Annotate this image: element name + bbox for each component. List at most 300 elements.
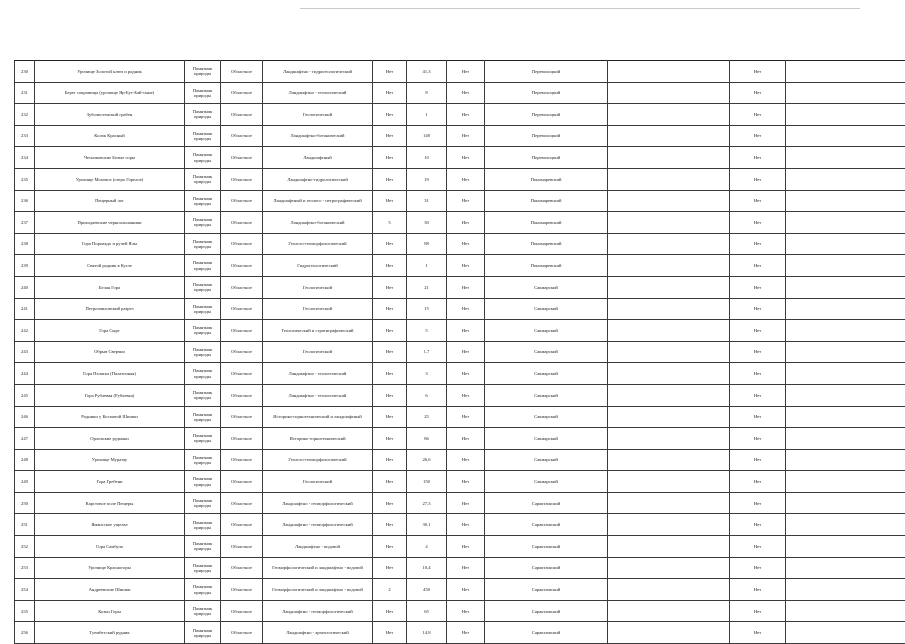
protection-zone-cell: 2 — [373, 579, 407, 601]
category-cell: Памятник природы — [185, 341, 221, 363]
area-cell: 4 — [407, 536, 447, 558]
profile-cell: Геоморфологический и ландшафтно - водовой — [263, 557, 373, 579]
empty-cell — [608, 406, 730, 428]
protection-zone-cell: Нет — [373, 536, 407, 558]
status-cell: Нет — [730, 471, 786, 493]
empty-cell — [608, 298, 730, 320]
protection-zone-cell: Нет — [373, 471, 407, 493]
profile-cell: Ландшафтный и геолого - петрографический — [263, 190, 373, 212]
empty-cell — [786, 212, 905, 234]
significance-cell: Областное — [221, 363, 263, 385]
empty-cell — [786, 557, 905, 579]
table-row — [15, 82, 905, 104]
empty-cell — [786, 363, 905, 385]
protection-zone-cell: Нет — [373, 320, 407, 342]
empty-cell — [608, 600, 730, 622]
empty-cell — [608, 147, 730, 169]
significance-cell: Областное — [221, 82, 263, 104]
category-cell: Памятник природы — [185, 212, 221, 234]
status-cell: Нет — [730, 363, 786, 385]
significance-cell: Областное — [221, 190, 263, 212]
flag-cell: Нет — [447, 255, 485, 277]
district-cell: Пономаревский — [485, 190, 608, 212]
site-name-cell: Пещерный лог — [35, 190, 185, 212]
table-row — [15, 61, 905, 83]
empty-cell — [608, 255, 730, 277]
site-name-cell: Урочище Золотой ключ и родник — [35, 61, 185, 83]
empty-cell — [786, 600, 905, 622]
empty-cell — [608, 125, 730, 147]
profile-cell: Геологический — [263, 276, 373, 298]
status-cell: Нет — [730, 514, 786, 536]
flag-cell: Нет — [447, 104, 485, 126]
protection-zone-cell: Нет — [373, 125, 407, 147]
district-cell: Саракташский — [485, 536, 608, 558]
status-cell: Нет — [730, 233, 786, 255]
row-number-cell: 230 — [15, 61, 35, 83]
profile-cell: Ландшафтно - геологический — [263, 363, 373, 385]
table-row — [15, 190, 905, 212]
empty-cell — [608, 428, 730, 450]
site-name-cell: Гора Рублевая (Рублевка) — [35, 384, 185, 406]
significance-cell: Областное — [221, 276, 263, 298]
area-cell: 6 — [407, 384, 447, 406]
empty-cell — [786, 147, 905, 169]
significance-cell: Областное — [221, 492, 263, 514]
protection-zone-cell: Нет — [373, 449, 407, 471]
flag-cell: Нет — [447, 557, 485, 579]
site-name-cell: Урочище Красногоры — [35, 557, 185, 579]
table-row — [15, 276, 905, 298]
area-cell: 8 — [407, 82, 447, 104]
significance-cell: Областное — [221, 384, 263, 406]
site-name-cell: Урочище Моховое (озеро Горелое) — [35, 168, 185, 190]
flag-cell: Нет — [447, 212, 485, 234]
flag-cell: Нет — [447, 536, 485, 558]
area-cell: 3 — [407, 363, 447, 385]
category-cell: Памятник природы — [185, 514, 221, 536]
table-row — [15, 492, 905, 514]
area-cell: 15 — [407, 298, 447, 320]
profile-cell: Геологический — [263, 471, 373, 493]
row-number-cell: 242 — [15, 320, 35, 342]
protection-zone-cell: Нет — [373, 147, 407, 169]
empty-cell — [786, 61, 905, 83]
table-row — [15, 428, 905, 450]
area-cell: 21 — [407, 276, 447, 298]
district-cell: Сакмарский — [485, 298, 608, 320]
table-row — [15, 557, 905, 579]
empty-cell — [786, 579, 905, 601]
empty-cell — [786, 233, 905, 255]
district-cell: Сакмарский — [485, 471, 608, 493]
empty-cell — [786, 298, 905, 320]
profile-cell: Ландшафтно - геологический — [263, 82, 373, 104]
table-row — [15, 471, 905, 493]
district-cell: Переволоцкий — [485, 61, 608, 83]
significance-cell: Областное — [221, 536, 263, 558]
category-cell: Памятник природы — [185, 471, 221, 493]
status-cell: Нет — [730, 384, 786, 406]
category-cell: Памятник природы — [185, 255, 221, 277]
district-cell: Пономаревский — [485, 233, 608, 255]
district-cell: Саракташский — [485, 492, 608, 514]
area-cell: 450 — [407, 579, 447, 601]
empty-cell — [608, 471, 730, 493]
status-cell: Нет — [730, 168, 786, 190]
empty-cell — [608, 104, 730, 126]
site-name-cell: Святой родник в Кугле — [35, 255, 185, 277]
significance-cell: Областное — [221, 557, 263, 579]
protection-zone-cell: Нет — [373, 255, 407, 277]
flag-cell: Нет — [447, 190, 485, 212]
status-cell: Нет — [730, 536, 786, 558]
protection-zone-cell: Нет — [373, 61, 407, 83]
protection-zone-cell: Нет — [373, 363, 407, 385]
flag-cell: Нет — [447, 233, 485, 255]
significance-cell: Областное — [221, 471, 263, 493]
significance-cell: Областное — [221, 622, 263, 644]
row-number-cell: 232 — [15, 104, 35, 126]
row-number-cell: 252 — [15, 536, 35, 558]
protection-zone-cell: Нет — [373, 233, 407, 255]
district-cell: Переволоцкий — [485, 147, 608, 169]
flag-cell: Нет — [447, 341, 485, 363]
category-cell: Памятник природы — [185, 492, 221, 514]
profile-cell: Геолого-геоморфологический — [263, 449, 373, 471]
empty-cell — [608, 622, 730, 644]
table-row — [15, 449, 905, 471]
flag-cell: Нет — [447, 320, 485, 342]
significance-cell: Областное — [221, 341, 263, 363]
protection-zone-cell: 5 — [373, 212, 407, 234]
protection-zone-cell: Нет — [373, 276, 407, 298]
table-row — [15, 622, 905, 644]
site-name-cell: Белая Гора — [35, 276, 185, 298]
flag-cell: Нет — [447, 384, 485, 406]
table-row — [15, 363, 905, 385]
empty-cell — [786, 406, 905, 428]
profile-cell: Ландшафтно - геоморфологический — [263, 514, 373, 536]
row-number-cell: 256 — [15, 622, 35, 644]
profile-cell: Геоморфологический и ландшафтно - водовой — [263, 579, 373, 601]
flag-cell: Нет — [447, 600, 485, 622]
profile-cell: Ландшафтный — [263, 147, 373, 169]
profile-cell: Геологический — [263, 104, 373, 126]
site-name-cell: Чесноковские Белые горы — [35, 147, 185, 169]
district-cell: Пономаревский — [485, 168, 608, 190]
flag-cell: Нет — [447, 449, 485, 471]
significance-cell: Областное — [221, 428, 263, 450]
empty-cell — [786, 125, 905, 147]
site-name-cell: Приходаевские черноольшаники — [35, 212, 185, 234]
site-name-cell: Колок Красный — [35, 125, 185, 147]
table-row — [15, 298, 905, 320]
category-cell: Памятник природы — [185, 600, 221, 622]
area-cell: 30 — [407, 212, 447, 234]
empty-cell — [786, 622, 905, 644]
category-cell: Памятник природы — [185, 276, 221, 298]
area-cell: 19 — [407, 168, 447, 190]
flag-cell: Нет — [447, 298, 485, 320]
area-cell: 30,1 — [407, 514, 447, 536]
status-cell: Нет — [730, 147, 786, 169]
category-cell: Памятник природы — [185, 536, 221, 558]
status-cell: Нет — [730, 557, 786, 579]
protection-zone-cell: Нет — [373, 298, 407, 320]
row-number-cell: 238 — [15, 233, 35, 255]
row-number-cell: 247 — [15, 428, 35, 450]
empty-cell — [608, 190, 730, 212]
table-row — [15, 579, 905, 601]
site-name-cell: Карстовое поле Пещеры — [35, 492, 185, 514]
flag-cell: Нет — [447, 168, 485, 190]
significance-cell: Областное — [221, 104, 263, 126]
category-cell: Памятник природы — [185, 406, 221, 428]
empty-cell — [786, 471, 905, 493]
table-row — [15, 320, 905, 342]
empty-cell — [608, 82, 730, 104]
empty-cell — [786, 168, 905, 190]
significance-cell: Областное — [221, 255, 263, 277]
status-cell: Нет — [730, 320, 786, 342]
area-cell: 65 — [407, 600, 447, 622]
flag-cell: Нет — [447, 622, 485, 644]
empty-cell — [786, 341, 905, 363]
row-number-cell: 237 — [15, 212, 35, 234]
empty-cell — [786, 82, 905, 104]
row-number-cell: 233 — [15, 125, 35, 147]
district-cell: Саракташский — [485, 622, 608, 644]
protection-zone-cell: Нет — [373, 514, 407, 536]
flag-cell: Нет — [447, 492, 485, 514]
row-number-cell: 254 — [15, 579, 35, 601]
profile-cell: Историко-горнотехнический — [263, 428, 373, 450]
status-cell: Нет — [730, 276, 786, 298]
significance-cell: Областное — [221, 168, 263, 190]
profile-cell: Ландшафтно - гидрогеологический — [263, 61, 373, 83]
profile-cell: Историко-горнотехнический и ландшафтный — [263, 406, 373, 428]
empty-cell — [786, 255, 905, 277]
flag-cell: Нет — [447, 147, 485, 169]
protection-zone-cell: Нет — [373, 82, 407, 104]
significance-cell: Областное — [221, 233, 263, 255]
site-name-cell: Петропавловский разрез — [35, 298, 185, 320]
area-cell: 26,6 — [407, 449, 447, 471]
area-cell: 150 — [407, 471, 447, 493]
empty-cell — [608, 557, 730, 579]
profile-cell: Геологический — [263, 298, 373, 320]
protection-zone-cell: Нет — [373, 341, 407, 363]
row-number-cell: 241 — [15, 298, 35, 320]
area-cell: 86 — [407, 428, 447, 450]
district-cell: Пономаревский — [485, 212, 608, 234]
category-cell: Памятник природы — [185, 298, 221, 320]
status-cell: Нет — [730, 406, 786, 428]
empty-cell — [608, 384, 730, 406]
category-cell: Памятник природы — [185, 363, 221, 385]
empty-cell — [608, 341, 730, 363]
status-cell: Нет — [730, 255, 786, 277]
table-row — [15, 600, 905, 622]
significance-cell: Областное — [221, 212, 263, 234]
site-name-cell: Гора Палатка (Палаточная) — [35, 363, 185, 385]
flag-cell: Нет — [447, 406, 485, 428]
empty-cell — [786, 104, 905, 126]
status-cell: Нет — [730, 125, 786, 147]
empty-cell — [608, 449, 730, 471]
empty-cell — [608, 320, 730, 342]
profile-cell: Ландшафтно-ботанический — [263, 125, 373, 147]
flag-cell: Нет — [447, 363, 485, 385]
significance-cell: Областное — [221, 147, 263, 169]
empty-cell — [786, 428, 905, 450]
table-row — [15, 125, 905, 147]
site-name-cell: Козьи Горы — [35, 600, 185, 622]
significance-cell: Областное — [221, 298, 263, 320]
significance-cell: Областное — [221, 600, 263, 622]
protection-zone-cell: Нет — [373, 168, 407, 190]
protection-zone-cell: Нет — [373, 104, 407, 126]
area-cell: 41,3 — [407, 61, 447, 83]
district-cell: Саракташский — [485, 579, 608, 601]
row-number-cell: 255 — [15, 600, 35, 622]
significance-cell: Областное — [221, 406, 263, 428]
status-cell: Нет — [730, 104, 786, 126]
row-number-cell: 231 — [15, 82, 35, 104]
profile-cell: Ландшафтно - геоморфологический — [263, 492, 373, 514]
area-cell: 5 — [407, 320, 447, 342]
table-row — [15, 212, 905, 234]
category-cell: Памятник природы — [185, 168, 221, 190]
site-name-cell: Гора Гребени — [35, 471, 185, 493]
protection-zone-cell: Нет — [373, 406, 407, 428]
category-cell: Памятник природы — [185, 61, 221, 83]
category-cell: Памятник природы — [185, 125, 221, 147]
protection-zone-cell: Нет — [373, 428, 407, 450]
status-cell: Нет — [730, 61, 786, 83]
empty-cell — [786, 190, 905, 212]
table-row — [15, 104, 905, 126]
category-cell: Памятник природы — [185, 233, 221, 255]
empty-cell — [608, 168, 730, 190]
row-number-cell: 245 — [15, 384, 35, 406]
table-row — [15, 406, 905, 428]
site-name-cell: Орловские рудники — [35, 428, 185, 450]
category-cell: Памятник природы — [185, 579, 221, 601]
category-cell: Памятник природы — [185, 104, 221, 126]
row-number-cell: 243 — [15, 341, 35, 363]
protection-zone-cell: Нет — [373, 492, 407, 514]
protection-zone-cell: Нет — [373, 190, 407, 212]
profile-cell: Ландшафтно - геологический — [263, 384, 373, 406]
status-cell: Нет — [730, 579, 786, 601]
category-cell: Памятник природы — [185, 82, 221, 104]
status-cell: Нет — [730, 600, 786, 622]
area-cell: 1,7 — [407, 341, 447, 363]
empty-cell — [786, 514, 905, 536]
table-row — [15, 168, 905, 190]
table-body — [15, 61, 905, 644]
category-cell: Памятник природы — [185, 622, 221, 644]
table-row — [15, 514, 905, 536]
district-cell: Сакмарский — [485, 428, 608, 450]
row-number-cell: 240 — [15, 276, 35, 298]
area-cell: 1 — [407, 104, 447, 126]
status-cell: Нет — [730, 492, 786, 514]
category-cell: Памятник природы — [185, 384, 221, 406]
flag-cell: Нет — [447, 61, 485, 83]
district-cell: Переволоцкий — [485, 82, 608, 104]
site-name-cell: Ямансское ущелье — [35, 514, 185, 536]
empty-cell — [786, 384, 905, 406]
status-cell: Нет — [730, 190, 786, 212]
area-cell: 31 — [407, 190, 447, 212]
row-number-cell: 235 — [15, 168, 35, 190]
status-cell: Нет — [730, 622, 786, 644]
site-name-cell: Родники у Косматой Шишки — [35, 406, 185, 428]
protection-zone-cell: Нет — [373, 622, 407, 644]
empty-cell — [786, 276, 905, 298]
district-cell: Сакмарский — [485, 406, 608, 428]
area-cell: 10,4 — [407, 557, 447, 579]
empty-cell — [786, 492, 905, 514]
category-cell: Памятник природы — [185, 190, 221, 212]
flag-cell: Нет — [447, 428, 485, 450]
area-cell: 27,3 — [407, 492, 447, 514]
status-cell: Нет — [730, 428, 786, 450]
category-cell: Памятник природы — [185, 320, 221, 342]
row-number-cell: 253 — [15, 557, 35, 579]
district-cell: Сакмарский — [485, 341, 608, 363]
area-cell: 1 — [407, 255, 447, 277]
protected-areas-table — [14, 60, 905, 644]
significance-cell: Областное — [221, 125, 263, 147]
profile-cell: Ландшафтно - геоморфологический — [263, 600, 373, 622]
protection-zone-cell: Нет — [373, 600, 407, 622]
district-cell: Саракташский — [485, 557, 608, 579]
significance-cell: Областное — [221, 579, 263, 601]
site-name-cell: Обрыв Сверчки — [35, 341, 185, 363]
empty-cell — [608, 276, 730, 298]
category-cell: Памятник природы — [185, 557, 221, 579]
district-cell: Саракташский — [485, 600, 608, 622]
flag-cell: Нет — [447, 579, 485, 601]
row-number-cell: 246 — [15, 406, 35, 428]
status-cell: Нет — [730, 341, 786, 363]
status-cell: Нет — [730, 298, 786, 320]
table-row — [15, 233, 905, 255]
flag-cell: Нет — [447, 471, 485, 493]
significance-cell: Областное — [221, 449, 263, 471]
area-cell: 14,8 — [407, 622, 447, 644]
row-number-cell: 248 — [15, 449, 35, 471]
site-name-cell: Урочище Муратау — [35, 449, 185, 471]
empty-cell — [786, 320, 905, 342]
protection-zone-cell: Нет — [373, 557, 407, 579]
significance-cell: Областное — [221, 514, 263, 536]
scan-artifact-line — [300, 8, 860, 9]
empty-cell — [608, 233, 730, 255]
empty-cell — [608, 61, 730, 83]
status-cell: Нет — [730, 82, 786, 104]
district-cell: Сакмарский — [485, 449, 608, 471]
flag-cell: Нет — [447, 276, 485, 298]
empty-cell — [608, 536, 730, 558]
area-cell: 148 — [407, 125, 447, 147]
profile-cell: Ландшафтно-гидрологический — [263, 168, 373, 190]
empty-cell — [608, 579, 730, 601]
